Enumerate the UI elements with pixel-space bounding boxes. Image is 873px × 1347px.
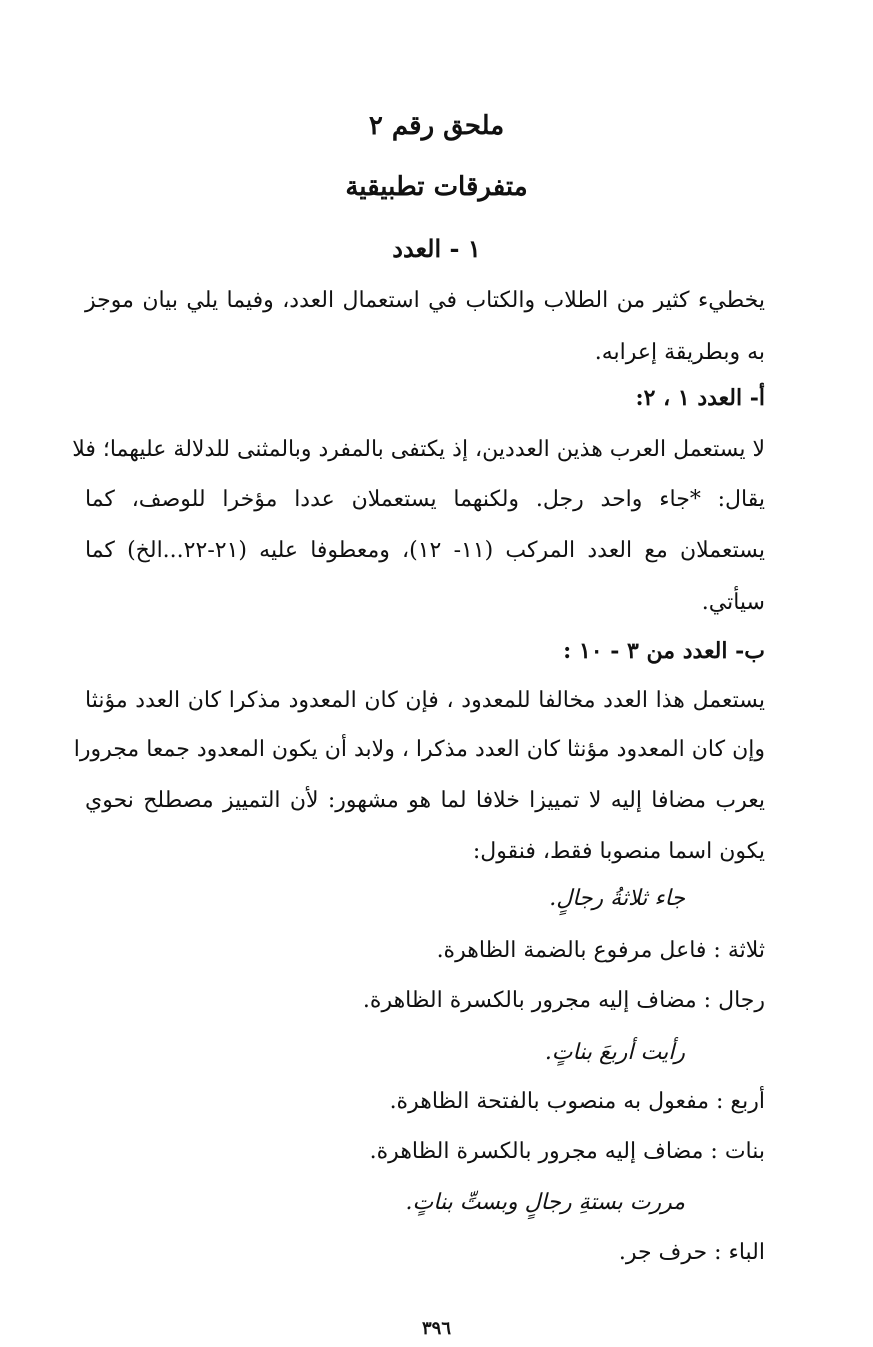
part-a-line: سيأتي. [701, 590, 765, 615]
example-analysis: أربع : مفعول به منصوب بالفتحة الظاهرة. [389, 1089, 765, 1114]
example-analysis: رجال : مضاف إليه مجرور بالكسرة الظاهرة. [362, 988, 765, 1013]
appendix-title: ملحق رقم ٢ [368, 111, 505, 141]
example-sentence: مررت بستةِ رجالٍ وبستِّ بناتٍ. [405, 1190, 685, 1215]
example-analysis: ثلاثة : فاعل مرفوع بالضمة الظاهرة. [436, 938, 765, 963]
part-b-line: يكون اسما منصوبا فقط، فنقول: [472, 839, 765, 864]
part-b-line: يستعمل هذا العدد مخالفا للمعدود ، فإن كان المعدود مذكرا كان العدد مؤنثا [85, 688, 765, 713]
subsection-title: ١ - العدد [392, 234, 481, 263]
part-a-line: يستعملان مع العدد المركب (١١- ١٢)، ومعطوفا عليه (٢١-٢٢...الخ) كما [85, 538, 765, 563]
example-analysis: الباء : حرف جر. [618, 1240, 765, 1265]
example-analysis: بنات : مضاف إليه مجرور بالكسرة الظاهرة. [369, 1139, 765, 1164]
example-sentence: رأيت أربعَ بناتٍ. [544, 1040, 685, 1065]
part-b-line: وإن كان المعدود مؤنثا كان العدد مذكرا ، ولابد أن يكون المعدود جمعا مجرورا [73, 737, 765, 762]
part-b-line: يعرب مضافا إليه لا تمييزا خلافا لما هو مشهور: لأن التمييز مصطلح نحوي [85, 788, 765, 813]
example-sentence: جاء ثلاثةُ رجالٍ. [549, 886, 685, 911]
intro-line: يخطيء كثير من الطلاب والكتاب في استعمال العدد، وفيما يلي بيان موجز [85, 288, 765, 313]
section-title: متفرقات تطبيقية [345, 172, 528, 202]
intro-line: به وبطريقة إعرابه. [594, 340, 765, 365]
part-a-line: يقال: *جاء واحد رجل. ولكنهما يستعملان عددا مؤخرا للوصف، كما [85, 487, 766, 512]
part-b-heading: ب- العدد من ٣ - ١٠ : [563, 638, 765, 664]
page-number: ٣٩٦ [421, 1318, 451, 1339]
part-a-line: لا يستعمل العرب هذين العددين، إذ يكتفى بالمفرد وبالمثنى للدلالة عليهما؛ فلا [72, 437, 765, 462]
part-a-heading: أ- العدد ١ ، ٢: [635, 385, 765, 411]
